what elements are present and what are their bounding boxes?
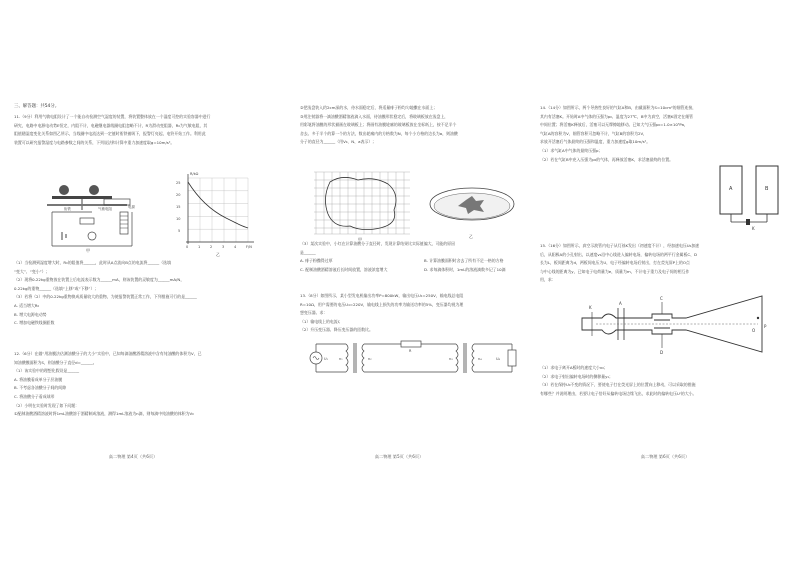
label-o: O (752, 328, 756, 333)
text-line: 知油酸膜面积为S，则油酸分子直径d=______。 (14, 359, 97, 365)
y-axis-label: R/kΩ (190, 172, 199, 176)
label-c: C (660, 296, 663, 301)
fig-label-jia: 甲 (358, 237, 362, 242)
text-line: ①配制油酸酒精溶液时将1mL油酸溶于酒精制成溶液，测得1mL溶液为n滴，则每滴中纯油酸的体积为V₀ (14, 411, 194, 417)
section-title: 三、解答题：共54分。 (14, 104, 60, 109)
text-line: 0.22kg的重物______（选填“上移”或“下移”）； (14, 285, 99, 291)
option: D. 求每滴体积时，1mL的溶液滴数多记了10滴 (424, 266, 506, 272)
oil-film-dish (426, 178, 518, 242)
label-n3: n₃ (449, 357, 453, 361)
question-14-text (540, 104, 708, 164)
text-line: （2）现将0.22kg重物放在装置上后电流表示数为______mA，则该装置的灵敏度为______mA/N， (14, 277, 185, 283)
label-b: B (765, 186, 769, 192)
label-r: R (409, 349, 412, 353)
x-tick: 2 (210, 245, 213, 249)
text-line: C. 将油酸分子看成球形 (14, 393, 55, 399)
text-line: 13.（8分）如图所示，某小型发电机输出功率P=800kW，输出电压U₁=250V，输电线总电阻 (300, 293, 464, 298)
question-12-continued (300, 104, 524, 147)
label-a: A (619, 301, 622, 306)
text-line: 分子的直径为______（用V₀、N、a表示）； (300, 139, 377, 145)
text-line: 阻值随湿度变化关系如图乙所示，当线圈中电流达到一定值时衔铁被吸下，报警灯亮起，电铃开始工作。利用此 (14, 131, 206, 137)
question-15-text (540, 242, 788, 285)
question-11-parts (14, 259, 260, 328)
oil-film-grid (314, 170, 410, 242)
text-line: 想变压器。求： (300, 310, 328, 316)
question-12-part3 (300, 240, 524, 274)
page-footer: 高二物理 第5页（共6页） (374, 454, 424, 459)
text-line: ②把浅盘装入约2cm深的水，待水面稳定后，将适量痱子粉均匀地撒在水面上； (300, 105, 438, 110)
text-line: 研究，电路中电源电动势E恒定，内阻不计，电磁继电器线圈电阻忽略不计，R为滑动变阻器，R₀为气敏电阻，其 (14, 122, 208, 128)
text-line: （2）升压变压器、降压变压器的匝数比。 (300, 327, 373, 333)
label-n1: n₁ (339, 357, 343, 361)
text-line: 11.（9分）利用气敏电阻设计了一个能自动检测空气湿度的装置，将装置整体放在一个湿度可控的实验容器中进行 (14, 114, 211, 119)
text-line: 气缸A的容积为V，细管容积可忽略不计，气缸B的容积为2V， (540, 130, 648, 136)
label-u1: U₁ (324, 357, 328, 361)
text-line: 中间位置；将活塞K释放后，活塞可以无摩擦地移动。已知大气压强p₀=1.0×10⁵Pa， (540, 122, 688, 128)
text-line: （1）当检测到湿度增大时，R₀的阻值将______，此时从A点流向B点的电流将______（选填 (14, 260, 171, 265)
text-line: 用彩笔将油膜的形状描画在玻璃板上；将画有油膜轮廓的玻璃板放在坐标纸上，按不足半个 (300, 122, 457, 128)
option: A. 痱子粉撒得过厚 (300, 258, 333, 264)
text-line: 用，求： (540, 277, 556, 283)
question-13-text (300, 292, 524, 335)
y-tick: 15 (176, 205, 181, 209)
fig-label-xianquan: 电源 (128, 205, 135, 209)
y-tick: 5 (178, 229, 181, 233)
x-tick: 1 (198, 245, 201, 249)
text-line: （2）若在气缸B中充入压强为p₀的气体，再释放活塞K，求活塞最终的位置。 (540, 156, 674, 162)
option: A. 适当增大R₀ (14, 302, 40, 308)
resistance-chart (176, 170, 258, 258)
label-k: K (589, 305, 592, 310)
fig-label-xiantie: 衔铁 (64, 207, 71, 211)
text-line: 求放开活塞后气体最终的压强和温度，重力加速度g取10m/s²。 (540, 139, 651, 145)
label-p: P (764, 324, 767, 329)
text-line: 14.（14分）如图所示，两个导热性良好的气缸A和B，由截面积为S=10cm²的细管连接， (540, 105, 697, 110)
y-tick: 20 (176, 193, 181, 197)
exam-page-5 (266, 0, 532, 565)
text-line: 长为L，板间距离为d，两板间电压为U，电子经偏转电场后射出，打在荧光屏P上的O点 (540, 260, 690, 266)
x-tick: 3 (222, 245, 225, 249)
text-line: （1）输电线上的电流I； (300, 318, 343, 324)
exam-page-6 (532, 0, 798, 565)
text-line: （1）求气缸A中气体的最终压强p； (540, 147, 603, 153)
question-15-parts (540, 364, 788, 398)
option: B. 增大电源电动势 (14, 311, 47, 317)
circuit-figure (42, 182, 152, 254)
text-line: “变大”、“变小”）； (14, 268, 50, 274)
oscilloscope-tube (572, 288, 772, 360)
transmission-circuit (306, 338, 522, 378)
x-tick: 4 (234, 245, 237, 249)
text-line: （3）若在保持U₀不变的情况下，要使电子打在荧光屏上的位置向上移动，可以采取的措施 (540, 382, 696, 388)
text-line: （2）求电子射出偏转电场时的侧移量y₁； (540, 373, 613, 379)
fig-label-yi: 乙 (216, 252, 220, 257)
option: C. 配制油酸酒精溶液后长时间放置，溶液浓度增大 (300, 266, 388, 272)
text-line: R=10Ω，用户需要的电压U₄=220V，输电线上损失的功率为输送功率的5%，变压器均视为理 (300, 301, 464, 307)
x-axis-label: F/N (246, 245, 252, 249)
label-a: A (729, 186, 733, 192)
text-line: 有哪些？并说明理由，若要让电子恰好从偏转电场边缘飞出，求此时的偏转电压U'的大小。 (540, 390, 697, 396)
label-k: K (752, 226, 755, 231)
text-line: （2）小明在实验时发现了如下问题： (14, 402, 80, 408)
y-tick: 25 (176, 181, 181, 185)
text-line: 舍去、多于半个的算一个的方法，数出轮廓内的方格数为N，每个小方格的边长为a，则油酸 (300, 130, 458, 136)
text-line: 后，从阳极A的小孔射出，以速度v₀沿中心线进入偏转电场，偏转电场的两平行金属板C、D (540, 251, 698, 257)
text-line: 装置可以研究报警湿度与电路参数之间的关系，下列说法和计算中重力加速度取g=10m/s²。 (14, 139, 175, 145)
label-u4: U₄ (496, 357, 500, 361)
text-line: B. 不考虑各油酸分子间的间隙 (14, 385, 67, 391)
text-line: 其内有活塞K。开始时A中气体的压强为p₀、温度为27℃，B中为真空，活塞K固定在细管 (540, 113, 694, 119)
text-line: 12.（6分）在做“用油膜法估测油酸分子的大小”实验中，已知每滴油酸酒精溶液中含有纯油酸的体积为V，已 (14, 351, 202, 356)
option: B. 计算油膜面积时舍去了所有不足一格的方格 (424, 258, 504, 264)
text-line: ③用注射器将一滴油酸酒精溶液滴入水面，待油膜形状稳定后，将玻璃板放在浅盘上， (300, 113, 449, 119)
x-tick: 0 (186, 245, 189, 249)
text-line: 15.（16分）如图所示，真空示波管内电子从灯丝K发出（初速度不计），经加速电压U₀加速 (540, 243, 700, 248)
fig-label-yi: 乙 (469, 234, 473, 239)
question-11-text (14, 113, 260, 147)
text-line: （3）某次实验中，小红在计算油酸分子直径时，发现计算结果比实际值偏大，可能的原因 (300, 241, 456, 246)
fig-label-qimin: 气敏电阻 (98, 207, 112, 211)
exam-page-4 (0, 0, 266, 565)
page-footer: 高二物理 第6页（共6页） (640, 454, 690, 459)
text-line: （3）若将（2）中的0.22kg重物换成质量较大的重物，为使报警装置正常工作，下列措施可行的是______ (14, 294, 197, 300)
y-tick: 10 (176, 217, 181, 221)
text-line: （1）该实验中的理想化假设是______ (14, 368, 80, 374)
label-n2: n₂ (368, 357, 372, 361)
text-line: 是______ (300, 249, 316, 255)
label-n4: n₄ (478, 357, 482, 361)
text-line: （1）求电子离开A板时的速度大小v₀； (540, 365, 608, 370)
gas-cylinders (712, 160, 788, 232)
label-d: D (660, 350, 664, 355)
question-12-text (14, 350, 260, 419)
option: C. 增加电磁铁线圈匝数 (14, 320, 55, 326)
fig-label-jia: 甲 (86, 248, 90, 253)
text-line: A. 将油膜看成单分子层油膜 (14, 376, 63, 382)
page-footer: 高二物理 第4页（共6页） (108, 454, 158, 459)
text-line: 与中心线的距离为y，已知电子电荷量为e，质量为m，不计电子重力及电子间的相互作 (540, 268, 690, 274)
